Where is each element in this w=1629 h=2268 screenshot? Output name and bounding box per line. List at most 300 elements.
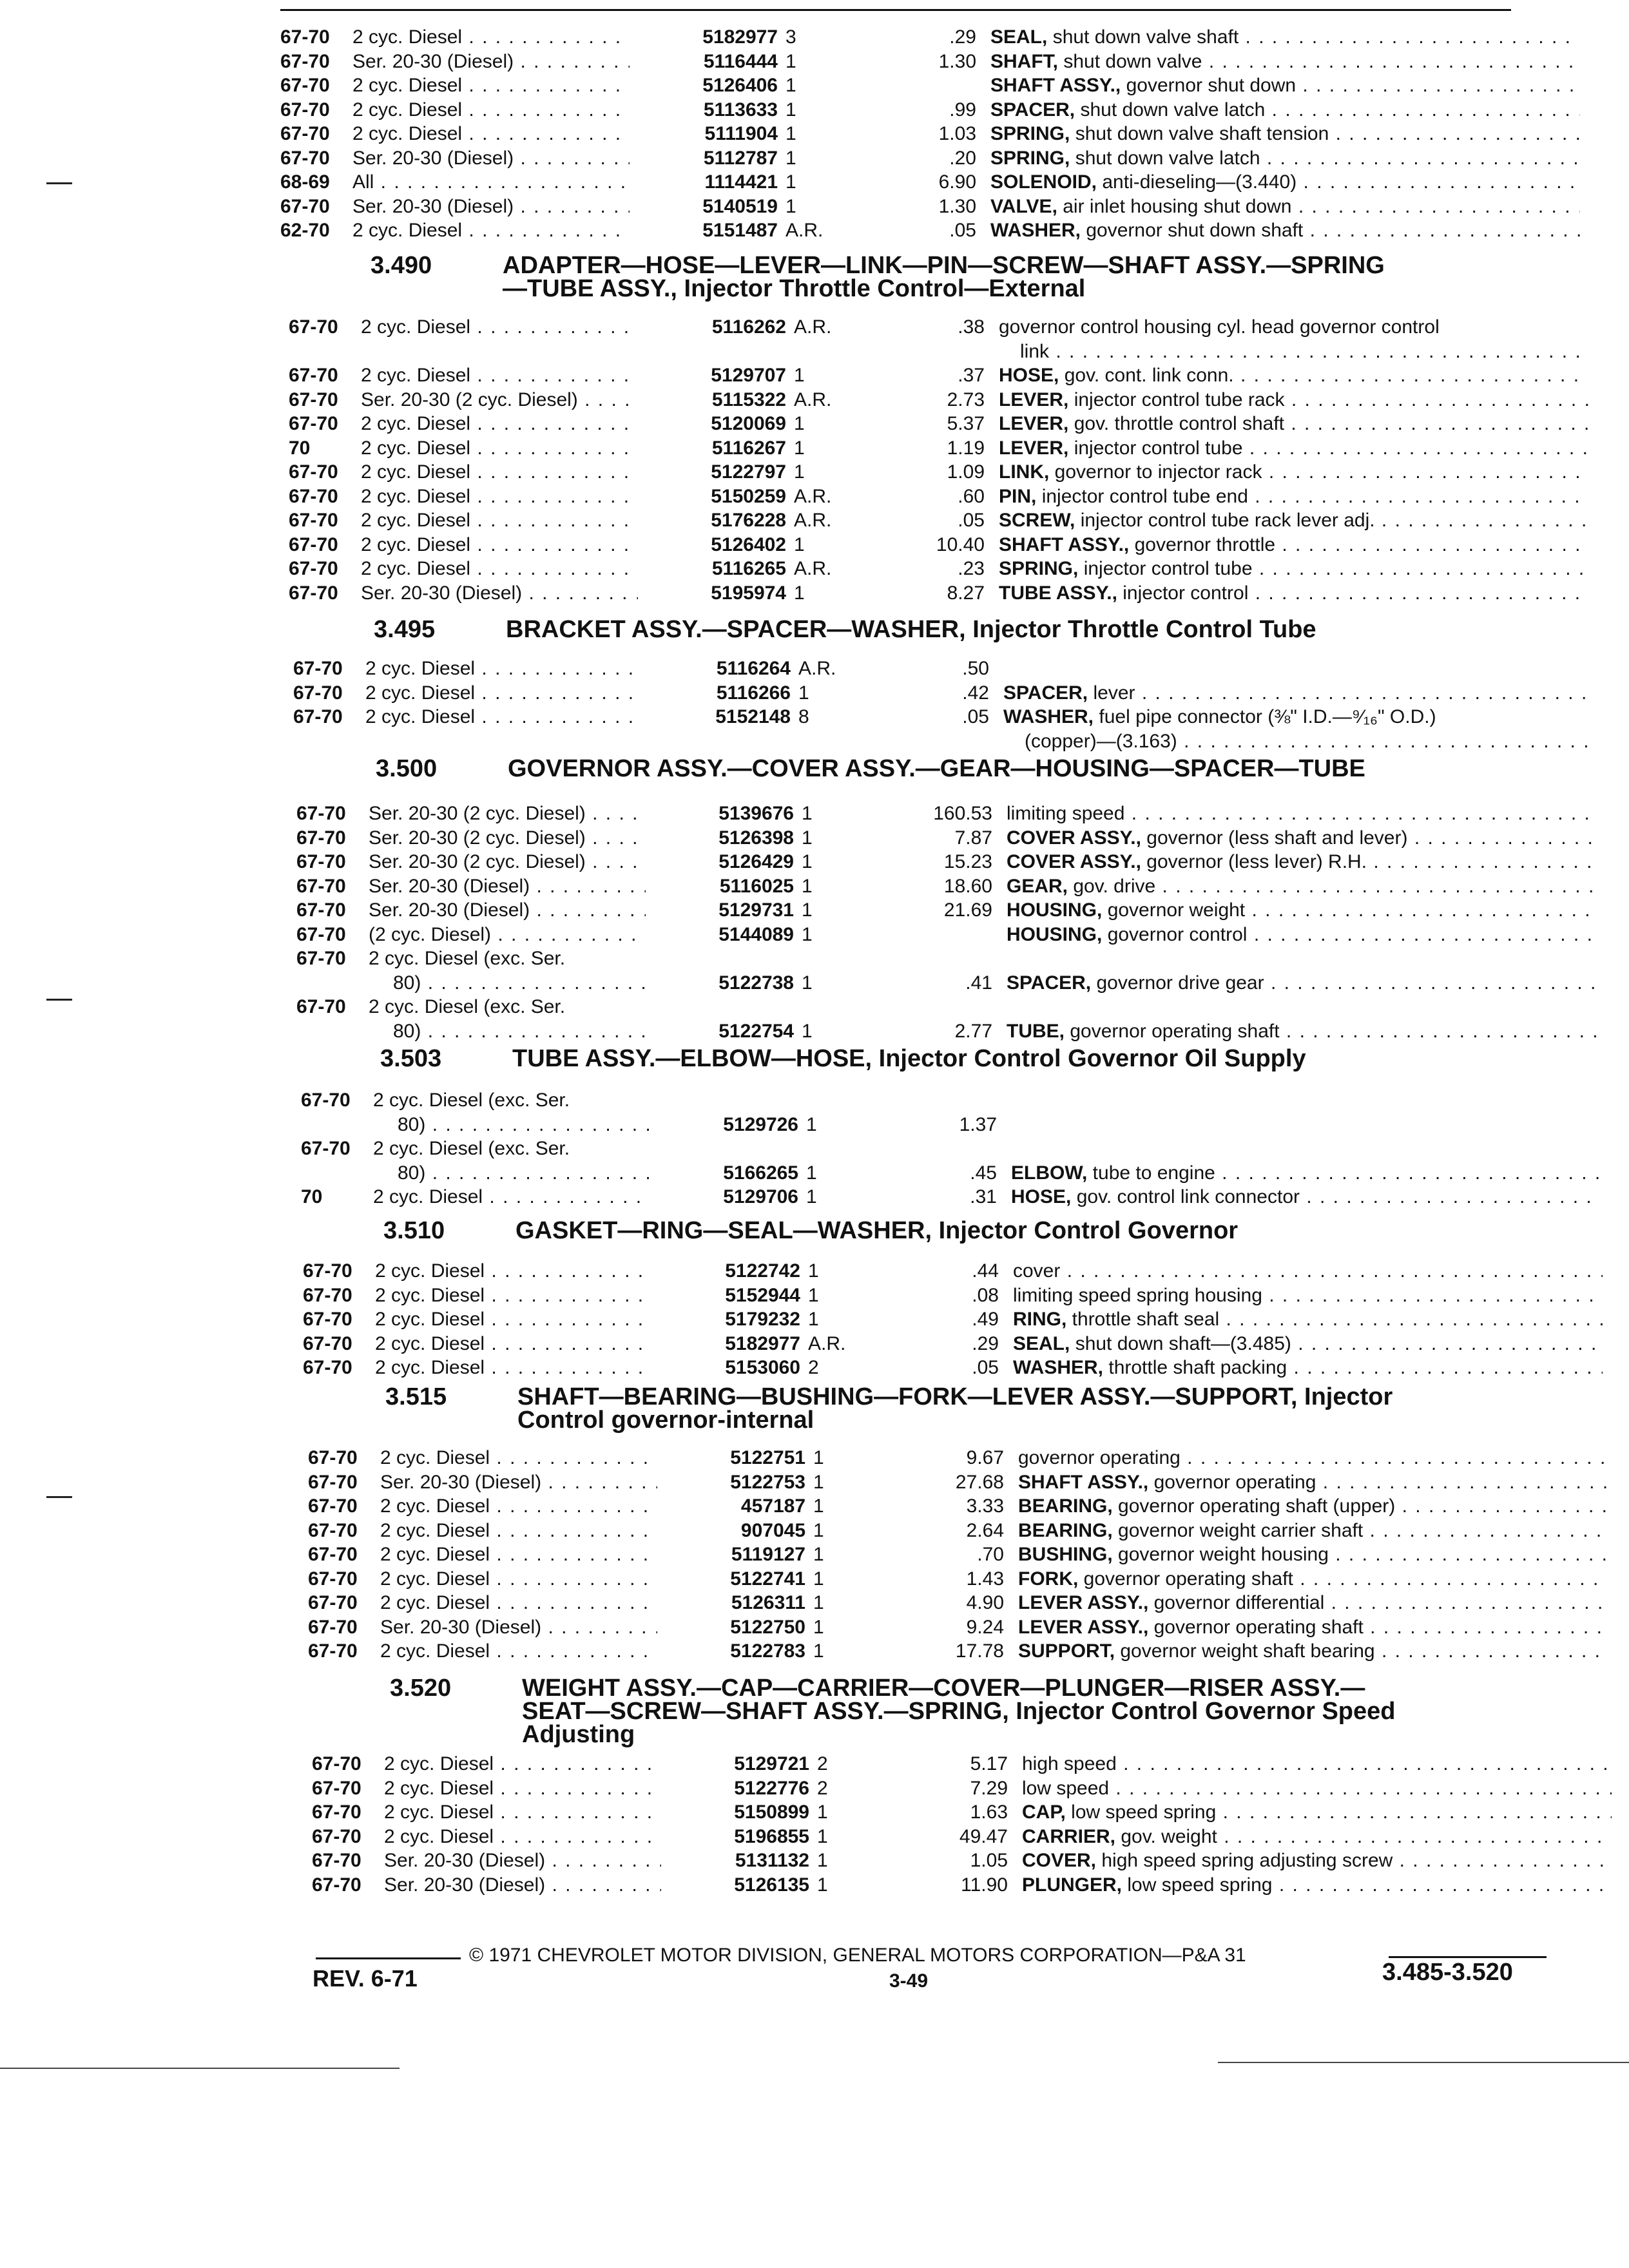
part-description: SOLENOID, anti-dieseling—(3.440) . . . xyxy=(990,171,1580,194)
model-year: 67-70 xyxy=(301,1138,351,1159)
part-description: WASHER, governor shut down shaft . . . xyxy=(990,219,1580,242)
model-year: 62-70 xyxy=(280,220,330,241)
model-year: 67-70 xyxy=(293,706,343,727)
quantity: A.R. xyxy=(786,220,824,241)
part-number: 5122776 xyxy=(734,1777,809,1799)
part-number: 5120069 xyxy=(711,413,786,434)
part-number: 5122753 xyxy=(730,1471,805,1493)
quantity: 1 xyxy=(802,1020,813,1042)
model-year: 67-70 xyxy=(296,827,346,849)
model: 2 cyc. Diesel . . . xyxy=(352,122,630,146)
price: 2.64 xyxy=(966,1519,1004,1541)
quantity: 1 xyxy=(794,413,805,434)
part-name: SPRING, xyxy=(990,123,1075,144)
section-title-line: Control governor-internal xyxy=(517,1407,815,1434)
model: 2 cyc. Diesel . . . xyxy=(352,99,630,122)
part-description-continued: link . . . xyxy=(1020,340,1588,363)
part-name: CARRIER, xyxy=(1022,1825,1121,1847)
model: Ser. 20-30 (2 cyc. Diesel) . . . xyxy=(361,389,638,412)
model-year: 67-70 xyxy=(312,1874,361,1896)
part-row xyxy=(308,1640,1616,1663)
model: 2 cyc. Diesel . . . xyxy=(361,437,638,460)
part-row xyxy=(308,1446,1616,1470)
model-year: 67-70 xyxy=(303,1260,352,1282)
part-number: 5116267 xyxy=(711,437,786,459)
model: Ser. 20-30 (2 cyc. Diesel) . . . xyxy=(369,850,646,874)
part-number: 457187 xyxy=(740,1495,805,1517)
model-year: 67-70 xyxy=(312,1850,361,1871)
quantity: 1 xyxy=(802,875,813,897)
part-row xyxy=(280,147,1588,170)
model-year: 67-70 xyxy=(312,1777,361,1799)
quantity: 1 xyxy=(802,923,813,945)
part-name: LEVER ASSY., xyxy=(1018,1616,1154,1638)
quantity: 1 xyxy=(802,972,813,994)
part-number: 1114421 xyxy=(704,171,778,193)
part-number: 5113633 xyxy=(703,99,778,120)
part-name: LEVER, xyxy=(999,437,1074,459)
quantity: 1 xyxy=(794,582,805,604)
model-line: 2 cyc. Diesel (exc. Ser. xyxy=(373,1138,570,1159)
quantity: 1 xyxy=(808,1309,819,1330)
model: Ser. 20-30 (Diesel) . . . xyxy=(384,1874,661,1897)
quantity: 1 xyxy=(786,50,796,72)
part-name: RING, xyxy=(1013,1309,1072,1330)
price: .37 xyxy=(958,365,985,386)
part-description: COVER ASSY., governor (less lever) R.H. . . . xyxy=(1007,850,1596,874)
part-description: ELBOW, tube to engine . . . xyxy=(1011,1162,1601,1185)
model-year: 67-70 xyxy=(308,1519,358,1541)
quantity: 1 xyxy=(813,1592,824,1613)
section-title-line: BRACKET ASSY.—SPACER—WASHER, Injector Throttle Control Tube xyxy=(506,616,1316,643)
part-description: governor control housing cyl. head governor control xyxy=(999,316,1440,338)
part-row xyxy=(308,1519,1616,1542)
model-year: 67-70 xyxy=(280,75,330,96)
model: 2 cyc. Diesel . . . xyxy=(373,1186,650,1209)
part-description-continued: (copper)—(3.163) . . . xyxy=(1025,730,1593,753)
section-title-line: ADAPTER—HOSE—LEVER—LINK—PIN—SCREW—SHAFT ASSY.—SPRING xyxy=(503,252,1385,279)
part-number: 5151487 xyxy=(702,220,778,241)
price: .20 xyxy=(949,147,976,169)
part-row xyxy=(303,1308,1611,1331)
price: .38 xyxy=(958,316,985,338)
model-line: 80) . . . xyxy=(393,1020,646,1043)
part-name: SPACER, xyxy=(990,99,1081,120)
part-name: FORK, xyxy=(1018,1568,1084,1590)
part-description: LEVER ASSY., governor operating shaft . . . xyxy=(1018,1616,1608,1639)
part-description: SUPPORT, governor weight shaft bearing . . . xyxy=(1018,1640,1608,1663)
price: .08 xyxy=(972,1284,999,1306)
section-title-line: WEIGHT ASSY.—CAP—CARRIER—COVER—PLUNGER—RISER ASSY.— xyxy=(522,1675,1365,1702)
part-number: 5126398 xyxy=(718,827,794,849)
part-number: 5195974 xyxy=(711,582,786,604)
part-description: SEAL, shut down valve shaft . . . xyxy=(990,26,1580,49)
part-description: governor operating . . . xyxy=(1018,1446,1608,1470)
part-number: 5150259 xyxy=(711,485,786,507)
quantity: 1 xyxy=(786,147,796,169)
part-number: 5126429 xyxy=(718,851,794,872)
model: 2 cyc. Diesel . . . xyxy=(384,1777,661,1800)
top-rule xyxy=(280,9,1511,11)
part-number: 5122742 xyxy=(725,1260,800,1282)
part-name: SHAFT ASSY., xyxy=(999,533,1135,555)
model: 2 cyc. Diesel . . . xyxy=(375,1284,652,1307)
part-number: 5144089 xyxy=(718,923,794,945)
part-row xyxy=(312,1825,1620,1849)
quantity: 1 xyxy=(794,365,805,386)
price: .05 xyxy=(958,510,985,531)
part-description: SHAFT, shut down valve . . . xyxy=(990,50,1580,73)
quantity: 1 xyxy=(813,1447,824,1468)
model-year: 67-70 xyxy=(289,413,338,434)
part-row xyxy=(308,1568,1616,1591)
part-name: WASHER, xyxy=(1003,706,1099,727)
part-name: COVER ASSY., xyxy=(1007,827,1147,849)
model-year: 67-70 xyxy=(296,923,346,945)
part-row xyxy=(312,1874,1620,1897)
price: 5.17 xyxy=(970,1753,1008,1774)
model-year: 67-70 xyxy=(296,803,346,824)
part-number: 5122783 xyxy=(730,1640,805,1662)
part-description: BUSHING, governor weight housing . . . xyxy=(1018,1543,1608,1566)
part-description: TUBE, governor operating shaft . . . xyxy=(1007,1020,1596,1043)
part-number: 5179232 xyxy=(725,1309,800,1330)
scan-line-right xyxy=(1218,2062,1629,2063)
price: 1.37 xyxy=(959,1113,997,1135)
model: 2 cyc. Diesel . . . xyxy=(352,26,630,49)
model-year: 70 xyxy=(289,437,311,459)
model-year: 67-70 xyxy=(312,1825,361,1847)
quantity: 1 xyxy=(808,1260,819,1282)
section-title-line: Adjusting xyxy=(522,1721,635,1748)
part-name: GEAR, xyxy=(1007,875,1074,897)
part-name: HOUSING, xyxy=(1007,899,1108,921)
part-number: 5166265 xyxy=(723,1162,798,1184)
part-name: COVER ASSY., xyxy=(1007,851,1147,872)
part-row xyxy=(303,1356,1611,1379)
part-row xyxy=(280,219,1588,242)
quantity: 1 xyxy=(806,1186,817,1207)
quantity: 1 xyxy=(813,1471,824,1493)
quantity: 1 xyxy=(808,1284,819,1306)
part-row-continued xyxy=(289,340,1597,363)
part-description: LEVER, injector control tube rack . . . xyxy=(999,389,1588,412)
quantity: 1 xyxy=(817,1850,828,1871)
model-year: 67-70 xyxy=(308,1471,358,1493)
quantity: A.R. xyxy=(794,558,832,579)
model-line: 2 cyc. Diesel (exc. Ser. xyxy=(369,948,566,969)
model-year: 67-70 xyxy=(296,948,346,969)
price: 18.60 xyxy=(943,875,992,897)
part-description: SPRING, shut down valve latch . . . xyxy=(990,147,1580,170)
part-row xyxy=(312,1801,1620,1824)
model: 2 cyc. Diesel . . . xyxy=(352,74,630,97)
part-number: 5129726 xyxy=(723,1113,798,1135)
quantity: 2 xyxy=(817,1753,828,1774)
price: 1.30 xyxy=(938,195,976,217)
part-row xyxy=(289,533,1597,557)
price: .50 xyxy=(962,658,989,679)
model-year: 67-70 xyxy=(308,1616,358,1638)
part-name: BUSHING, xyxy=(1018,1544,1119,1565)
model-year: 67-70 xyxy=(293,682,343,704)
part-name: SPRING, xyxy=(990,147,1075,169)
part-row xyxy=(308,1543,1616,1566)
price: 49.47 xyxy=(959,1825,1008,1847)
part-row xyxy=(289,485,1597,508)
price: 4.90 xyxy=(966,1592,1004,1613)
price: 21.69 xyxy=(943,899,992,921)
part-row xyxy=(308,1591,1616,1615)
model-year: 67-70 xyxy=(289,533,338,555)
quantity: 1 xyxy=(806,1113,817,1135)
revision-label: REV. 6-71 xyxy=(313,1965,418,1992)
quantity: 1 xyxy=(786,171,796,193)
section-number: 3.520 xyxy=(390,1675,452,1702)
part-description: LEVER, injector control tube . . . xyxy=(999,437,1588,460)
model: 2 cyc. Diesel . . . xyxy=(375,1308,652,1331)
part-description: SPRING, shut down valve shaft tension . . . xyxy=(990,122,1580,146)
part-number: 5140519 xyxy=(702,195,778,217)
part-row xyxy=(289,509,1597,532)
section-title-line: GOVERNOR ASSY.—COVER ASSY.—GEAR—HOUSING—SPACER—TUBE xyxy=(508,755,1365,782)
price: 15.23 xyxy=(943,851,992,872)
quantity: A.R. xyxy=(808,1332,846,1354)
part-row xyxy=(289,557,1597,581)
part-row xyxy=(289,461,1597,484)
model: 2 cyc. Diesel . . . xyxy=(384,1753,661,1776)
part-row xyxy=(280,74,1588,97)
part-row xyxy=(296,899,1605,922)
part-row xyxy=(296,923,1605,947)
model: Ser. 20-30 (Diesel) . . . xyxy=(352,195,630,218)
part-row-continued xyxy=(301,1162,1609,1185)
model: 2 cyc. Diesel . . . xyxy=(375,1356,652,1379)
part-description: SPACER, lever . . . xyxy=(1003,682,1593,705)
model-year: 67-70 xyxy=(301,1090,351,1111)
part-number: 5111904 xyxy=(704,123,778,144)
part-row xyxy=(296,827,1605,850)
quantity: A.R. xyxy=(798,658,836,679)
footer-rule-left xyxy=(316,1957,461,1959)
part-row xyxy=(303,1284,1611,1307)
part-number: 5126402 xyxy=(711,533,786,555)
part-number: 5182977 xyxy=(702,26,778,48)
section-range: 3.485-3.520 xyxy=(1382,1959,1513,1986)
part-number: 5116265 xyxy=(711,558,786,579)
model: Ser. 20-30 (Diesel) . . . xyxy=(380,1471,657,1494)
part-name: SOLENOID, xyxy=(990,171,1103,193)
part-description: PLUNGER, low speed spring . . . xyxy=(1022,1874,1612,1897)
part-name: BEARING, xyxy=(1018,1495,1119,1517)
price: .41 xyxy=(965,972,992,994)
price: .42 xyxy=(962,682,989,704)
model: 2 cyc. Diesel . . . xyxy=(375,1260,652,1283)
part-row xyxy=(308,1616,1616,1639)
part-description: SPACER, governor drive gear . . . xyxy=(1007,972,1596,995)
copyright-line: © 1971 CHEVROLET MOTOR DIVISION, GENERAL MOTORS CORPORATION—P&A 31 xyxy=(469,1945,1246,1966)
margin-mark xyxy=(46,999,72,1001)
quantity: A.R. xyxy=(794,389,832,410)
part-row xyxy=(303,1332,1611,1356)
part-name: PIN, xyxy=(999,485,1042,507)
price: 1.30 xyxy=(938,50,976,72)
model-line: 80) . . . xyxy=(393,972,646,995)
price: 160.53 xyxy=(933,803,992,824)
part-name: HOSE, xyxy=(999,365,1065,386)
price: .45 xyxy=(970,1162,997,1184)
model: Ser. 20-30 (Diesel) . . . xyxy=(384,1849,661,1872)
part-row-continued xyxy=(301,1113,1609,1137)
part-number: 5115322 xyxy=(711,389,786,410)
section-number: 3.515 xyxy=(385,1383,447,1410)
model-year: 67-70 xyxy=(280,26,330,48)
model: 2 cyc. Diesel . . . xyxy=(380,1446,657,1470)
model-line: 80) . . . xyxy=(398,1162,650,1185)
model-year: 67-70 xyxy=(303,1284,352,1306)
model-year: 70 xyxy=(301,1186,323,1207)
part-description: SEAL, shut down shaft—(3.485) . . . xyxy=(1013,1332,1603,1356)
part-description: TUBE ASSY., injector control . . . xyxy=(999,582,1588,605)
price: .23 xyxy=(958,558,985,579)
model: 2 cyc. Diesel . . . xyxy=(380,1519,657,1542)
part-number: 5152148 xyxy=(715,706,791,727)
page-number: 3-49 xyxy=(889,1970,929,1992)
section-title-line: SHAFT—BEARING—BUSHING—FORK—LEVER ASSY.—SUPPORT, Injector xyxy=(517,1383,1393,1410)
margin-mark xyxy=(46,182,72,184)
model: 2 cyc. Diesel . . . xyxy=(365,657,642,680)
model-year: 67-70 xyxy=(303,1357,352,1378)
part-description: WASHER, fuel pipe connector (⅜" I.D.—⁹⁄₁₆" O.D.) xyxy=(1003,706,1436,727)
part-row xyxy=(312,1753,1620,1776)
part-description: SHAFT ASSY., governor shut down . . . xyxy=(990,74,1580,97)
model-year: 67-70 xyxy=(308,1592,358,1613)
quantity: 1 xyxy=(786,123,796,144)
part-row xyxy=(301,1089,1609,1112)
part-name: ELBOW, xyxy=(1011,1162,1093,1184)
part-row xyxy=(312,1777,1620,1800)
section-title-line: —TUBE ASSY., Injector Throttle Control—External xyxy=(503,275,1086,302)
part-row xyxy=(280,195,1588,218)
part-row xyxy=(289,582,1597,605)
price: 1.05 xyxy=(970,1850,1008,1871)
part-description: SHAFT ASSY., governor throttle . . . xyxy=(999,533,1588,557)
quantity: 1 xyxy=(802,851,813,872)
part-description: HOSE, gov. control link connector . . . xyxy=(1011,1186,1601,1209)
model: 2 cyc. Diesel . . . xyxy=(375,1332,652,1356)
part-row xyxy=(289,389,1597,412)
model-year: 67-70 xyxy=(308,1495,358,1517)
part-description: BEARING, governor operating shaft (upper) . . . xyxy=(1018,1495,1608,1518)
price: .29 xyxy=(949,26,976,48)
model: 2 cyc. Diesel . . . xyxy=(380,1543,657,1566)
part-number: 5129707 xyxy=(711,365,786,386)
model-line: 2 cyc. Diesel (exc. Ser. xyxy=(373,1090,570,1111)
part-number: 5126135 xyxy=(734,1874,809,1896)
section-title-line: SEAT—SCREW—SHAFT ASSY.—SPRING, Injector Control Governor Speed xyxy=(522,1698,1396,1725)
model: 2 cyc. Diesel . . . xyxy=(380,1568,657,1591)
part-row xyxy=(301,1186,1609,1209)
part-number: 5122797 xyxy=(711,461,786,483)
part-row xyxy=(280,122,1588,146)
part-row xyxy=(293,682,1601,705)
model: All . . . xyxy=(352,171,630,194)
part-number: 5129706 xyxy=(723,1186,798,1207)
part-row xyxy=(296,875,1605,898)
part-number: 5119127 xyxy=(731,1544,805,1565)
model-year: 67-70 xyxy=(308,1568,358,1590)
part-description: cover . . . xyxy=(1013,1260,1603,1283)
model: 2 cyc. Diesel . . . xyxy=(361,412,638,436)
part-number: 5129731 xyxy=(718,899,794,921)
part-description: HOUSING, governor control . . . xyxy=(1007,923,1596,947)
part-row xyxy=(289,364,1597,387)
model-year: 67-70 xyxy=(280,195,330,217)
model-year: 67-70 xyxy=(312,1753,361,1774)
price: 1.63 xyxy=(970,1802,1008,1823)
part-description: GEAR, gov. drive . . . xyxy=(1007,875,1596,898)
part-description: HOSE, gov. cont. link conn. . . . xyxy=(999,364,1588,387)
model-year: 67-70 xyxy=(296,875,346,897)
model-year: 67-70 xyxy=(312,1802,361,1823)
part-description: CAP, low speed spring . . . xyxy=(1022,1801,1612,1824)
part-number: 5116262 xyxy=(711,316,786,338)
part-name: LINK, xyxy=(999,461,1055,483)
quantity: 1 xyxy=(813,1495,824,1517)
part-description: CARRIER, gov. weight . . . xyxy=(1022,1825,1612,1849)
quantity: 1 xyxy=(817,1874,828,1896)
part-description: COVER, high speed spring adjusting screw . . . xyxy=(1022,1849,1612,1872)
quantity: 2 xyxy=(817,1777,828,1799)
part-name: SPACER, xyxy=(1007,972,1097,994)
model-year: 67-70 xyxy=(308,1447,358,1468)
price: 8.27 xyxy=(947,582,985,604)
part-description: WASHER, throttle shaft packing . . . xyxy=(1013,1356,1603,1379)
model-year: 67-70 xyxy=(289,365,338,386)
part-description: BEARING, governor weight carrier shaft . . . xyxy=(1018,1519,1608,1542)
part-number: 5176228 xyxy=(711,510,786,531)
quantity: 1 xyxy=(813,1640,824,1662)
quantity: 1 xyxy=(817,1802,828,1823)
part-name: SPACER, xyxy=(1003,682,1094,704)
part-row xyxy=(280,171,1588,194)
part-number: 5131132 xyxy=(735,1850,809,1871)
section-title-line: TUBE ASSY.—ELBOW—HOSE, Injector Control Governor Oil Supply xyxy=(512,1045,1306,1072)
price: 7.87 xyxy=(954,827,992,849)
part-number: 5196855 xyxy=(734,1825,809,1847)
part-number: 5122750 xyxy=(730,1616,805,1638)
price: 1.03 xyxy=(938,123,976,144)
part-description: SCREW, injector control tube rack lever adj. . . . xyxy=(999,509,1588,532)
part-number: 5152944 xyxy=(725,1284,800,1306)
model: Ser. 20-30 (2 cyc. Diesel) . . . xyxy=(369,827,646,850)
price: 1.19 xyxy=(947,437,985,459)
price: 5.37 xyxy=(947,413,985,434)
model: 2 cyc. Diesel . . . xyxy=(352,219,630,242)
part-number: 5153060 xyxy=(725,1357,800,1378)
part-description: FORK, governor operating shaft . . . xyxy=(1018,1568,1608,1591)
model: 2 cyc. Diesel . . . xyxy=(384,1825,661,1849)
price: 10.40 xyxy=(936,533,985,555)
part-name: CAP, xyxy=(1022,1802,1072,1823)
part-name: PLUNGER, xyxy=(1022,1874,1128,1896)
part-number: 5122751 xyxy=(730,1447,805,1468)
model: 2 cyc. Diesel . . . xyxy=(380,1495,657,1518)
price: 17.78 xyxy=(955,1640,1004,1662)
part-row xyxy=(296,947,1605,970)
part-number: 5116266 xyxy=(716,682,791,704)
price: 9.67 xyxy=(966,1447,1004,1468)
